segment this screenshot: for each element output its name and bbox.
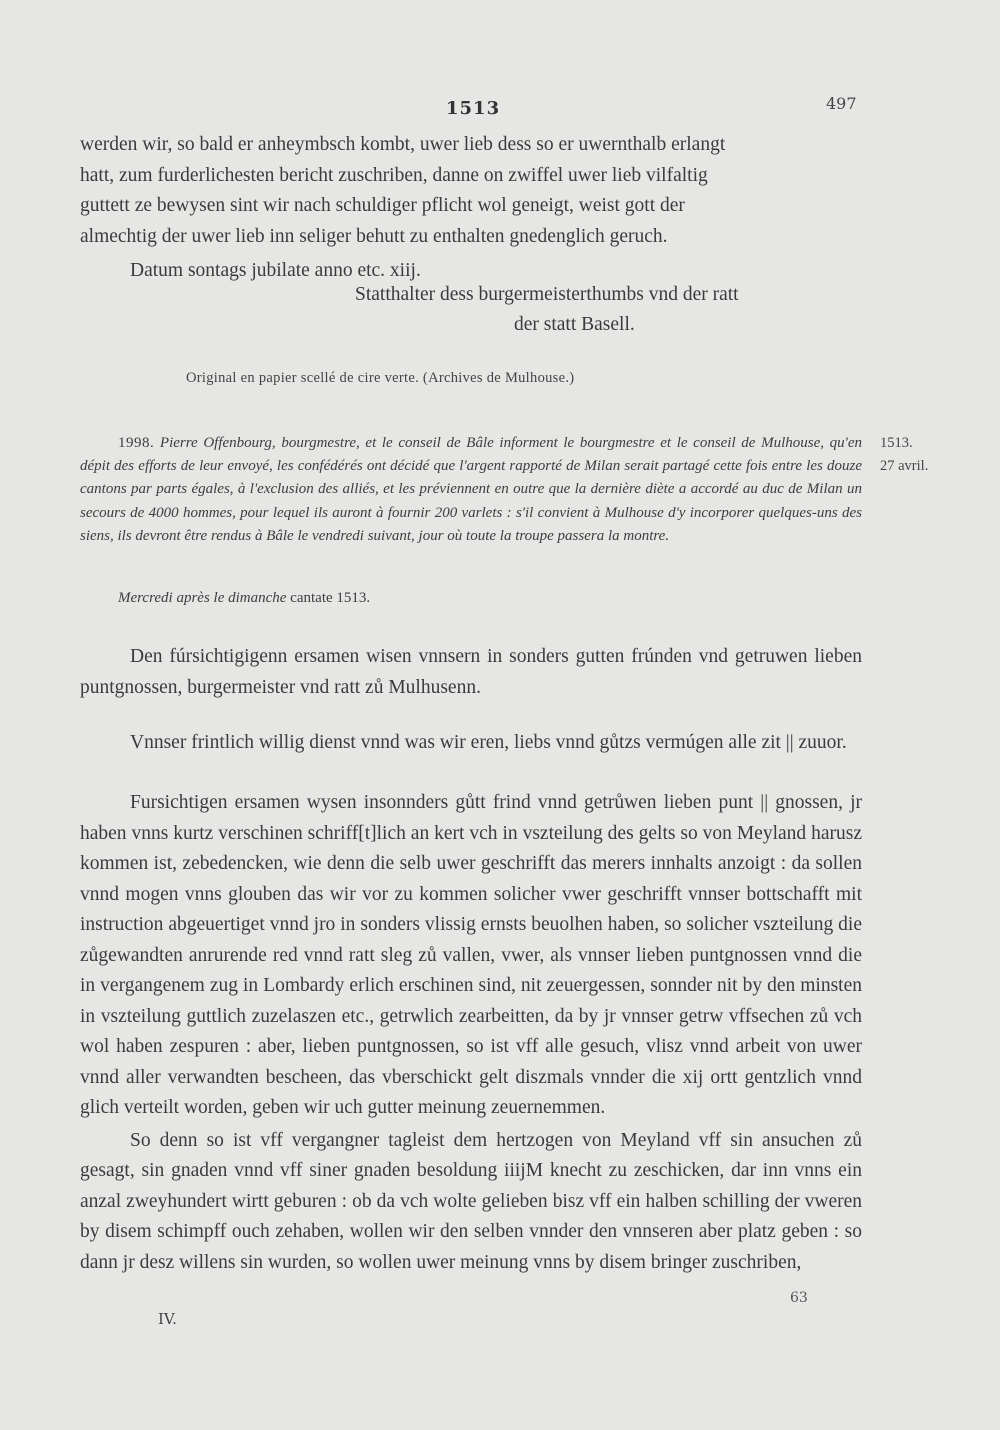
text-line: werden wir, so bald er anheymbsch kombt, uwer lieb dess so er uwernthalb erlangt [80,134,726,155]
text-line: almechtig der uwer lieb inn seliger behutt zu enthalten gnedenglich geruch. [80,225,668,247]
previous-letter-ending [80,130,862,287]
volume-mark: IV. [158,1310,177,1328]
text-line: hatt, zum furderlichesten bericht zuschriben, danne on zwiffel uwer lieb vilfaltig [80,164,708,186]
letter-greeting [80,728,862,759]
text-line: guttett ze bewysen sint wir nach schuldiger pflicht wol geneigt, weist gott der [80,195,685,216]
letter-date-line: Datum sontags jubilate anno etc. xiij. [130,260,421,281]
margin-year: 1513. [880,435,913,451]
summary-text: Pierre Offenbourg, bourgmestre, et le conseil de Bâle informent le bourgmestre et le conseil de Mulhouse, qu'en dépit des efforts de leur envoyé, les confédérés ont décidé que l'argent rapporté de Milan serait partagé cette fois entre les douze cantons par parts égales, à l'exclusion des alliés, et les préviennent en outre que la dernière diète a accordé au duc de Milan un secours de 4000 hommes, pour lequel ils auront à fournir 200 varlets : s'il convient à Mulhouse d'y incorporer quelques-uns des siens, ils devront être rendus à Bâle le vendredi suivant, jour où toute la troupe passera la montre. [80,435,863,544]
signature-mark: 63 [790,1290,808,1306]
document-summary [80,432,862,548]
signature-line-2: der statt Basell. [514,314,635,335]
address-text: Den fúrsichtigigenn ersamen wisen vnnsern in sonders gutten frúnden vnd getruwen lieben puntgnossen, burgermeister vnd ratt zů Mulhusenn. [80,646,862,698]
margin-date: 27 avril. [880,458,929,474]
summary-date-italic: Mercredi après le dimanche [118,590,287,606]
paragraph-2: So denn so ist vff vergangner tagleist dem hertzogen von Meyland vff sin ansuchen zů gesagt, sin gnaden vnnd vff siner gnaden besoldung iiijM knecht zu zeschicken, dar inn vnns ein anzal zweyhundert wirtt geburen : ob da vch wolte gelieben bisz vff ein halben schilling der vweren by disem schimpff ouch zehaben, wollen wir den selben vnnder den vnnseren aber platz geben : so dann jr desz willens sin wurden, so wollen uwer meinung vnns by disem bringer zuschriben, [80,1129,862,1273]
greeting-text: Vnnser frintlich willig dienst vnnd was wir eren, liebs vnnd gůtzs vermúgen alle zit || zuuor. [130,732,847,753]
paragraph-1: Fursichtigen ersamen wysen insonnders gůtt frind vnnd getrůwen lieben punt || gnossen, jr haben vnns kurtz verschinen schriff[t]lich an kert vch in vszteilung des gelts so von Meyland harusz kommen ist, zebedencken, wie denn die selb uwer geschrifft das merers innhalts anzoigt : da sollen vnnd mogen vnns glouben das wir vor zu kommen solicher vwer geschrifft vnnser bottschafft mit instruction abgeuertiget vnnd jro in sonders vlissig ernsts beuolhen haben, so solicher vszteilung die zůgewandten anrurende red vnnd ratt sleg zů vallen, vwer, als vnnser lieben puntgnossen vnnd die in vergangenem zug in Lombardy erlich erschinen sind, nit zeuergessen, sonnder nit by den minsten in vszteilung guttlich zuzelaszen etc., getrwlich zearbeitten, da by jr vnnser getrw vffsechen zů vch wol haben zespuren : aber, lieben puntgnossen, so ist vff alle gesuch, vlisz vnnd arbeit von uwer vnnd aller verwandten bescheen, das vberschickt gelt diszmals vnnder die xij ortt gentzlich vnnd glich verteilt worden, geben wir uch gutter meinung zeuernemmen. [80,792,862,1118]
source-note: Original en papier scellé de cire verte. (Archives de Mulhouse.) [186,370,575,386]
signature-line-1: Statthalter dess burgermeisterthumbs vnd der ratt [355,284,739,305]
running-header-year: 1513 [446,98,501,119]
summary-date-roman: cantate 1513. [290,590,371,606]
document-number: 1998. [118,435,155,451]
letter-address [80,642,862,703]
summary-date [118,590,370,607]
letter-body [80,788,862,1278]
page-number: 497 [826,94,857,113]
